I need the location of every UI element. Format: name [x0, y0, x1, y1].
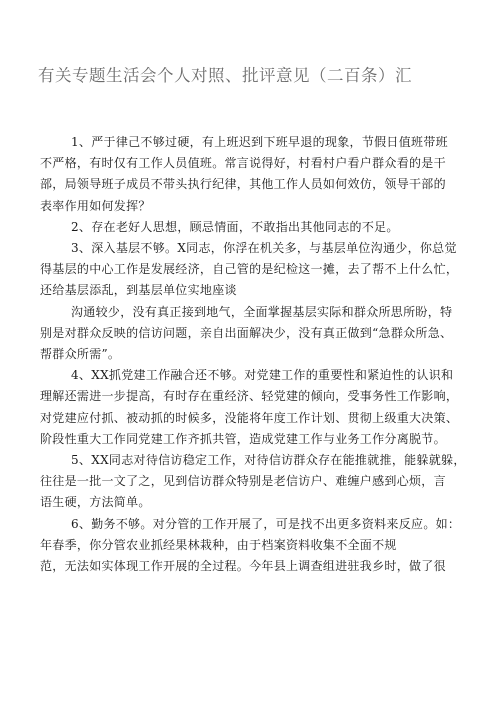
body-line: 6、勤务不够。对分管的工作开展了，可是找不出更多资料来反应。如： — [71, 516, 461, 531]
body-line: 部，局领导班子成员不带头执行纪律，其他工作人员如何效仿，领导干部的 — [40, 177, 446, 192]
document-body — [40, 132, 468, 577]
body-line: 范，无法如实体现工作开展的全过程。今年县上调查组进驻我乡时，做了很 — [40, 559, 446, 574]
body-line: 2、存在老好人思想，顾忌情面，不敢指出其他同志的不足。 — [71, 219, 399, 234]
body-line: 往往是一批一文了之，见到信访群众特别是老信访户、难缠户感到心烦，言 — [40, 474, 446, 489]
body-line: 5、XX同志对待信访稳定工作，对待信访群众存在能推就推，能躲就躲， — [71, 453, 466, 468]
body-line: 不严格，有时仅有工作人员值班。常言说得好，村看村户看户群众看的是干 — [40, 156, 446, 171]
body-line: 年春季，你分管农业抓经果林栽种，由于档案资料收集不全面不规 — [40, 537, 397, 552]
body-line: 别是对群众反映的信访问题，亲自出面解决少，没有真正做到“急群众所急、 — [40, 325, 453, 340]
body-line: 3、深入基层不够。X同志，你浮在机关多，与基层单位沟通少，你总觉 — [71, 241, 457, 256]
document-title: 有关专题生活会个人对照、批评意见（二百条）汇 — [38, 66, 412, 85]
body-line: 表率作用如何发挥？ — [40, 198, 151, 213]
body-line: 帮群众所需”。 — [40, 347, 121, 362]
body-line: 语生硬，方法简单。 — [40, 495, 151, 510]
body-line: 阶段性重大工作同党建工作齐抓共管，造成党建工作与业务工作分离脱节。 — [40, 431, 446, 446]
body-line: 得基层的中心工作是发展经济，自己管的是纪检这一摊，去了帮不上什么忙， — [40, 262, 459, 277]
body-line: 对党建应付抓、被动抓的时候多，没能将年度工作计划、贯彻上级重大决策、 — [40, 410, 459, 425]
body-line: 理解还需进一步提高，有时存在重经济、轻党建的倾向，受事务性工作影响， — [40, 389, 459, 404]
body-line: 4、XX抓党建工作融合还不够。对党建工作的重要性和紧迫性的认识和 — [71, 368, 454, 383]
body-line: 沟通较少，没有真正接到地气，全面掌握基层实际和群众所思所盼，特 — [71, 304, 453, 319]
body-line: 1、严于律己不够过硬，有上班迟到下班早退的现象，节假日值班带班 — [71, 135, 448, 149]
body-line: 还给基层添乱，到基层单位实地座谈 — [40, 283, 237, 298]
